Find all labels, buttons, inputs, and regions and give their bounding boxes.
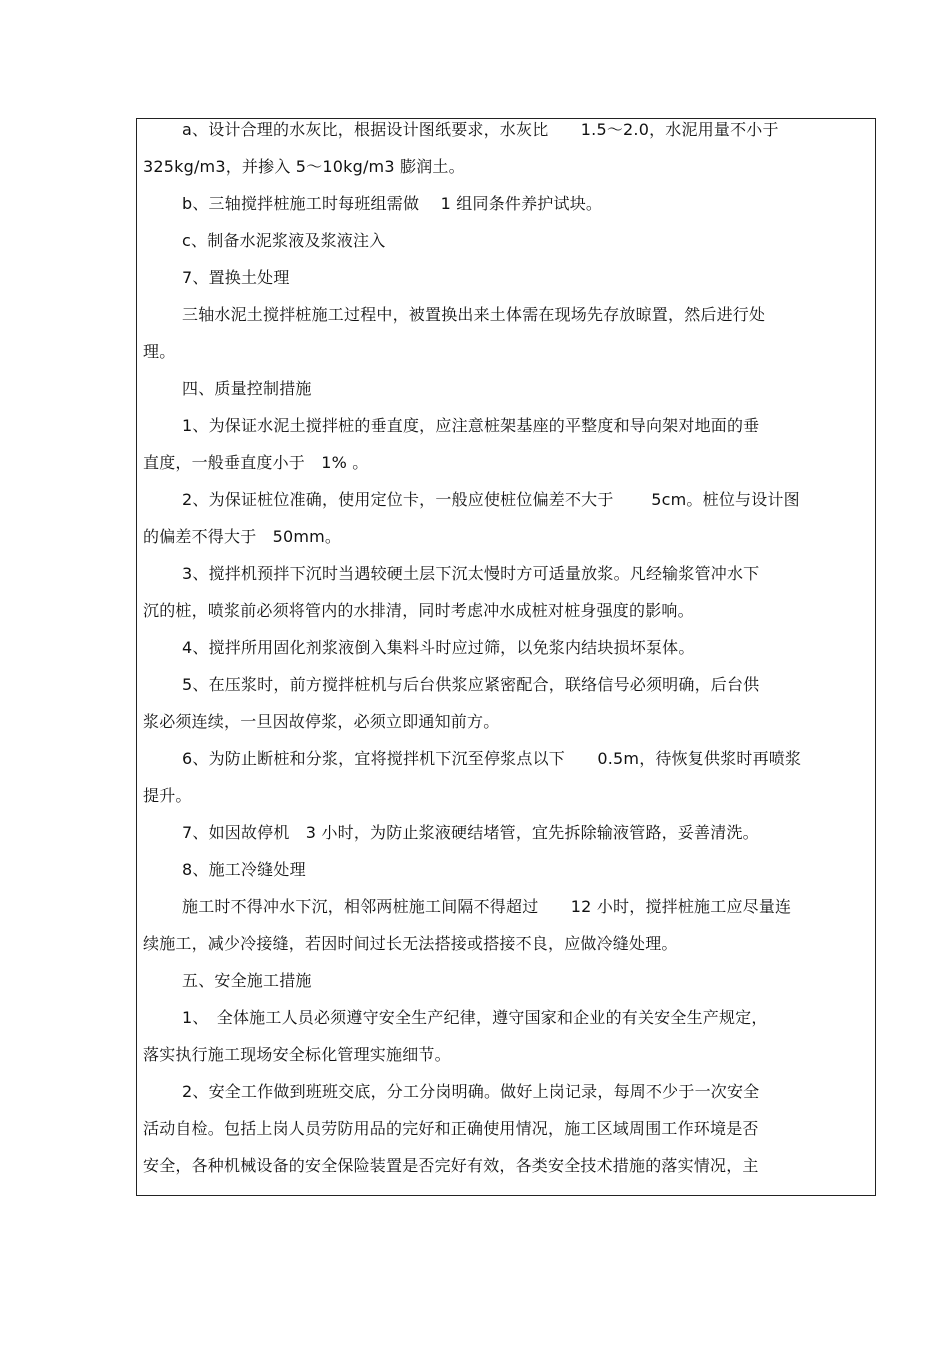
section-heading: 四、质量控制措施 <box>182 379 312 398</box>
text-line: 浆必须连续，一旦因故停浆，必须立即通知前方。 <box>143 712 500 731</box>
text-line: 7、如因故停机 3 小时，为防止浆液硬结堵管，宜先拆除输液管路，妥善清洗。 <box>182 823 759 842</box>
text-line: 2、安全工作做到班班交底，分工分岗明确。做好上岗记录，每周不少于一次安全 <box>182 1082 760 1101</box>
text-line: 5、在压浆时，前方搅拌桩机与后台供浆应紧密配合，联络信号必须明确，后台供 <box>182 675 760 694</box>
text-line: 1、为保证水泥土搅拌桩的垂直度，应注意桩架基座的平整度和导向架对地面的垂 <box>182 416 760 435</box>
text-line: 的偏差不得大于 50mm。 <box>143 527 342 546</box>
text-line: 安全，各种机械设备的安全保险装置是否完好有效，各类安全技术措施的落实情况，主 <box>143 1156 759 1175</box>
section-heading: 7、置换土处理 <box>182 268 290 287</box>
text-line: a、设计合理的水灰比，根据设计图纸要求，水灰比 1.5～2.0，水泥用量不小于 <box>182 120 779 139</box>
text-line: 325kg/m3，并掺入 5～10kg/m3 膨润土。 <box>143 157 465 176</box>
text-line: 活动自检。包括上岗人员劳防用品的完好和正确使用情况，施工区域周围工作环境是否 <box>143 1119 759 1138</box>
text-line: 沉的桩，喷浆前必须将管内的水排清，同时考虑冲水成桩对桩身强度的影响。 <box>143 601 694 620</box>
text-line: 落实执行施工现场安全标化管理实施细节。 <box>143 1045 451 1064</box>
text-line: 6、为防止断桩和分浆，宜将搅拌机下沉至停浆点以下 0.5m，待恢复供浆时再喷浆 <box>182 749 802 768</box>
text-line: 3、搅拌机预拌下沉时当遇较硬土层下沉太慢时方可适量放浆。凡经输浆管冲水下 <box>182 564 760 583</box>
text-line: 4、搅拌所用固化剂浆液倒入集料斗时应过筛，以免浆内结块损坏泵体。 <box>182 638 695 657</box>
text-line: 2、为保证桩位准确，使用定位卡，一般应使桩位偏差不大于 5cm。桩位与设计图 <box>182 490 800 509</box>
text-line: b、三轴搅拌桩施工时每班组需做 1 组同条件养护试块。 <box>182 194 603 213</box>
text-line: 1、 全体施工人员必须遵守安全生产纪律，遵守国家和企业的有关安全生产规定， <box>182 1008 768 1027</box>
text-line: 三轴水泥土搅拌桩施工过程中，被置换出来土体需在现场先存放晾置，然后进行处 <box>182 305 766 324</box>
document-frame <box>136 118 876 1196</box>
text-line: 提升。 <box>143 786 192 805</box>
text-line: c、制备水泥浆液及浆液注入 <box>182 231 386 250</box>
text-line: 理。 <box>143 342 176 361</box>
text-line: 施工时不得冲水下沉，相邻两桩施工间隔不得超过 12 小时，搅拌桩施工应尽量连 <box>182 897 792 916</box>
text-line: 直度，一般垂直度小于 1% 。 <box>143 453 369 472</box>
section-heading: 8、施工冷缝处理 <box>182 860 306 879</box>
section-heading: 五、安全施工措施 <box>182 971 312 990</box>
text-line: 续施工，减少冷接缝，若因时间过长无法搭接或搭接不良，应做冷缝处理。 <box>143 934 678 953</box>
